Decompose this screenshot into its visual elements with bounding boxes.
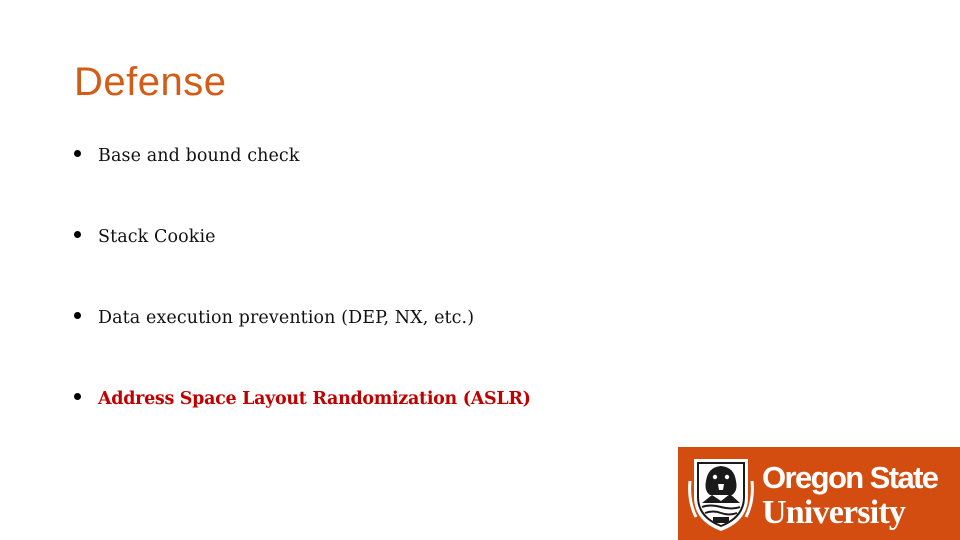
bullet-dot-icon [74,150,81,157]
bullet-dot-icon [74,231,81,238]
university-logo [678,447,960,540]
bullet-text: Data execution prevention (DEP, NX, etc.) [98,308,475,328]
beaver-seal-icon [688,451,754,535]
logo-line-oregon-state: Oregon State [762,460,938,495]
bullet-dot-icon [74,312,81,319]
slide-title: Defense [74,60,227,104]
bullet-text-highlighted: Address Space Layout Randomization (ASLR) [98,389,531,409]
bullet-text: Stack Cookie [98,227,216,247]
bullet-dot-icon [74,393,81,400]
bullet-text: Base and bound check [98,146,300,166]
logo-line-university: University [762,494,906,531]
